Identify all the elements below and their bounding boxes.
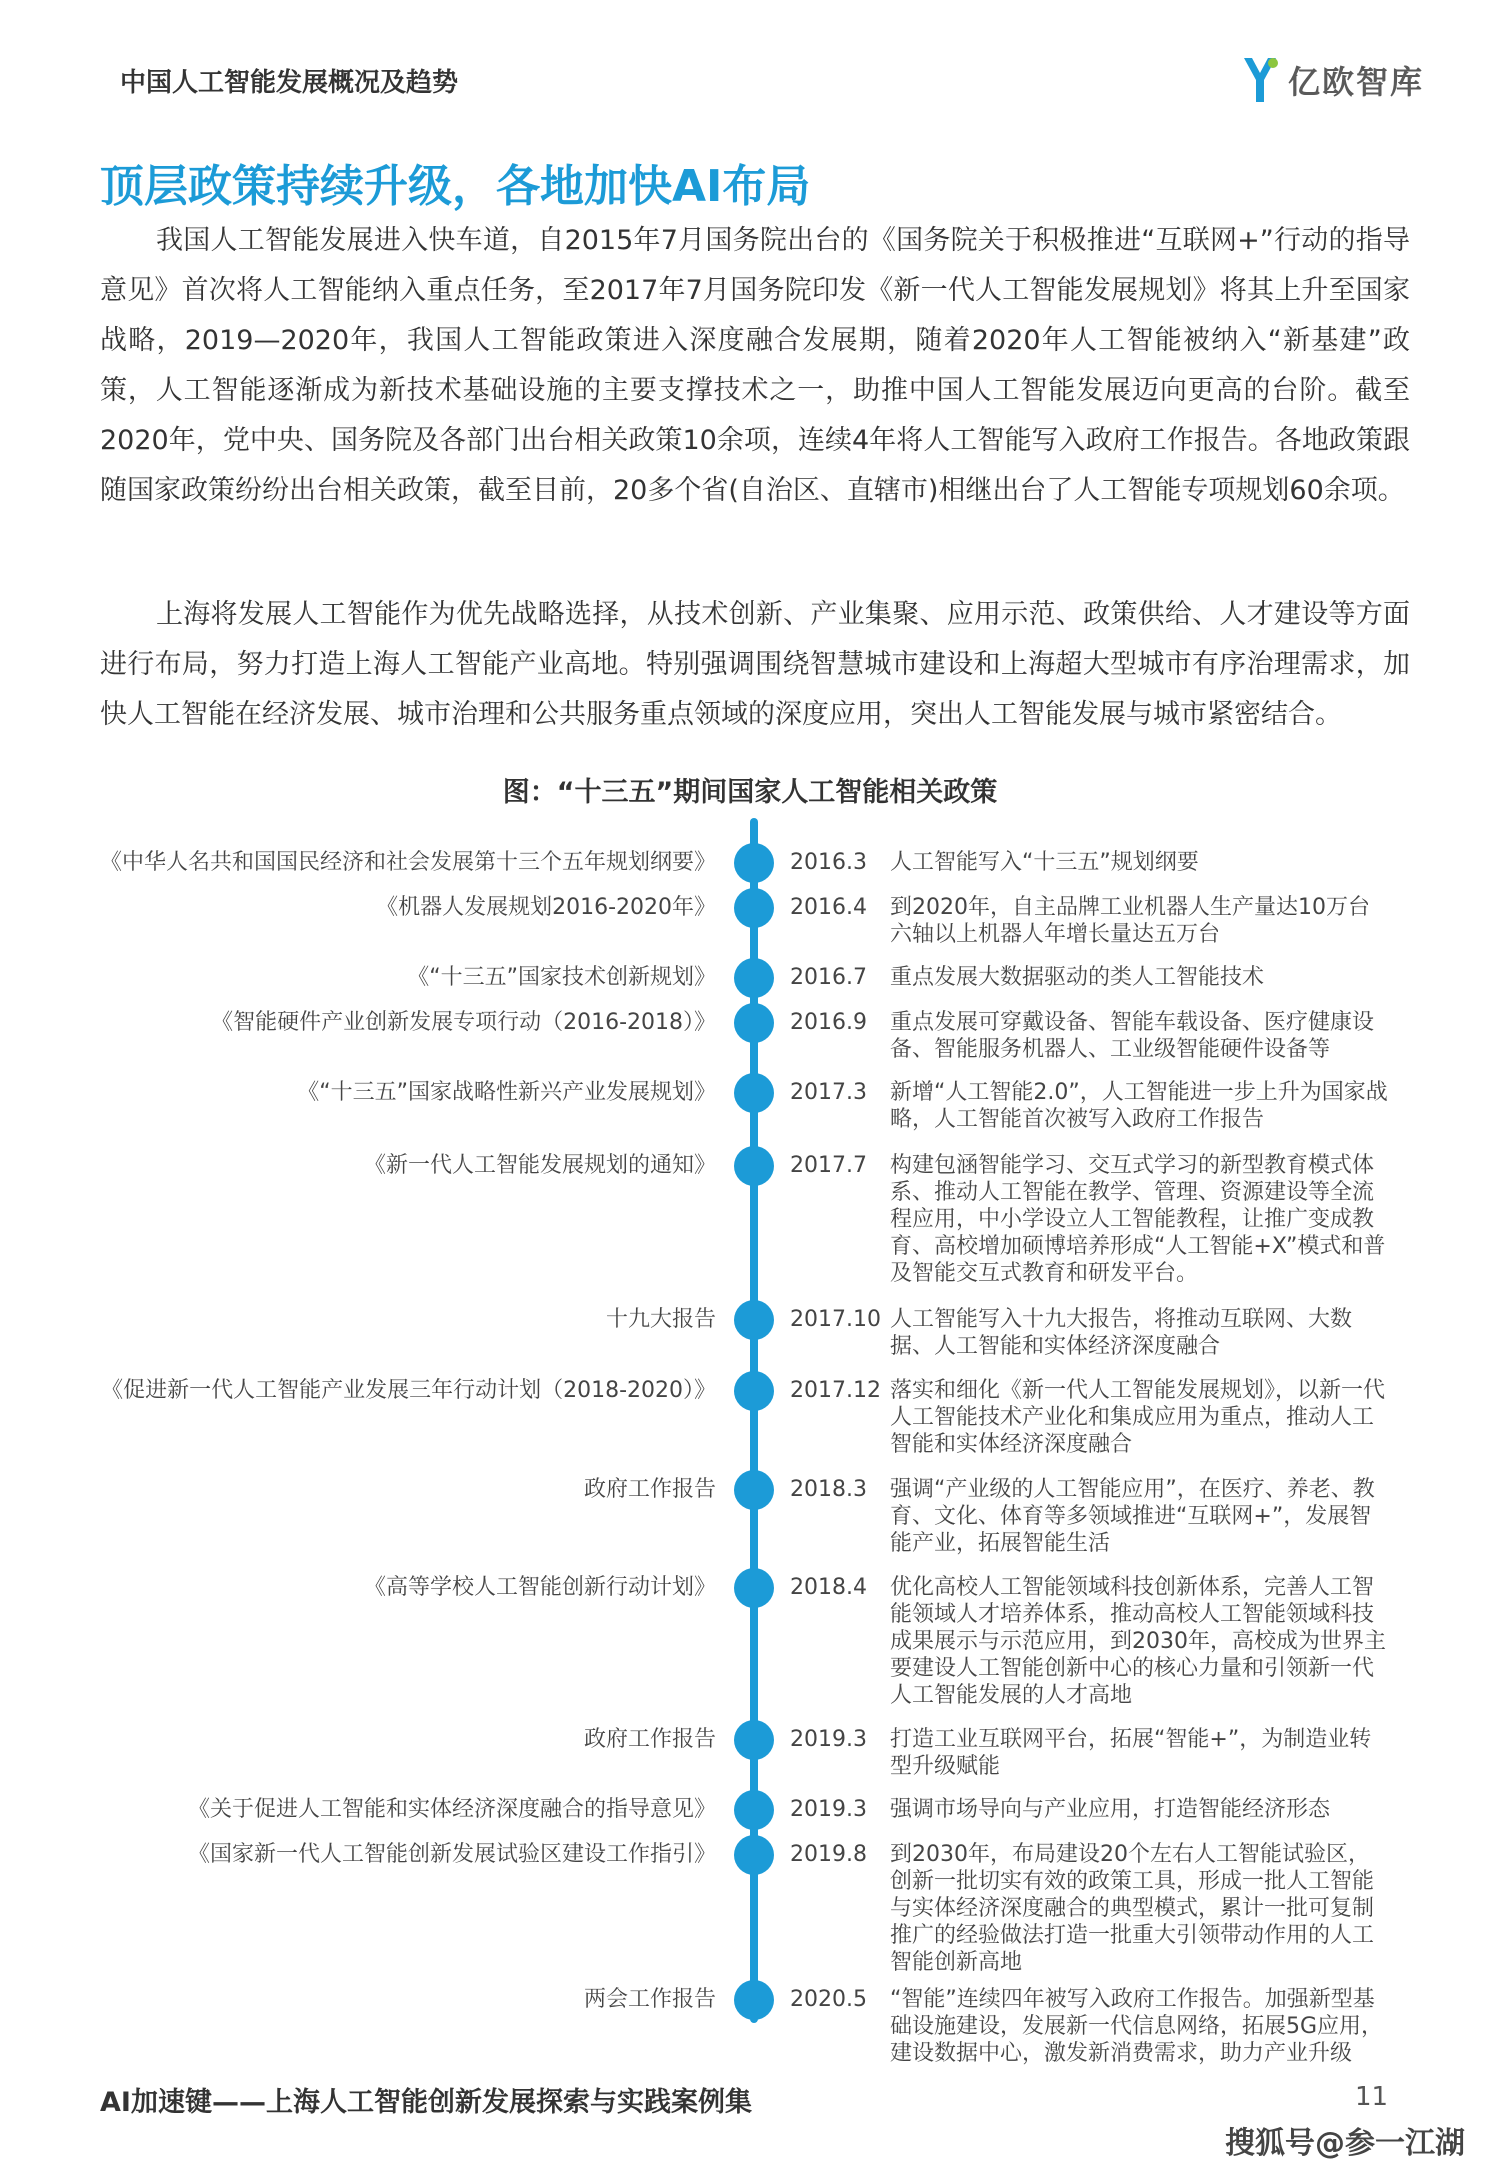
event-policy-doc: 《中华人名共和国国民经济和社会发展第十三个五年规划纲要》 [99, 850, 716, 875]
event-date: 2016.4 [790, 895, 867, 920]
timeline-dot [734, 1146, 774, 1186]
page-number: 11 [1355, 2082, 1389, 2112]
event-description: 重点发展可穿戴设备、智能车载设备、医疗健康设备、智能服务机器人、工业级智能硬件设备等 [890, 1010, 1375, 1062]
paragraph-2: 上海将发展人工智能作为优先战略选择，从技术创新、产业集聚、应用示范、政策供给、人才建设等方面进行布局，努力打造上海人工智能产业高地。特别强调围绕智慧城市建设和上海超大型城市有序治理需求，加快人工智能在经济发展、城市治理和公共服务重点领域的深度应用，突出人工智能发展与城市紧密结合。 [100, 599, 1410, 730]
event-date: 2020.5 [790, 1987, 867, 2012]
timeline-dot [734, 1003, 774, 1043]
event-date: 2017.12 [790, 1378, 881, 1403]
event-policy-doc: 《“十三五”国家战略性新兴产业发展规划》 [297, 1080, 716, 1105]
event-date: 2018.3 [790, 1477, 867, 1502]
event-description: 强调市场导向与产业应用，打造智能经济形态 [890, 1797, 1331, 1822]
event-policy-doc: 《“十三五”国家技术创新规划》 [407, 965, 716, 990]
event-date: 2019.3 [790, 1797, 867, 1822]
timeline-dot [734, 1371, 774, 1411]
event-policy-doc: 《机器人发展规划2016-2020年》 [376, 895, 716, 920]
event-description: 到2020年，自主品牌工业机器人生产量达10万台六轴以上机器人年增长量达五万台 [890, 895, 1370, 947]
event-policy-doc: 《关于促进人工智能和实体经济深度融合的指导意见》 [187, 1797, 716, 1822]
event-policy-doc: 《新一代人工智能发展规划的通知》 [363, 1153, 716, 1178]
event-policy-doc: 政府工作报告 [583, 1727, 716, 1752]
event-date: 2019.8 [790, 1842, 867, 1867]
event-date: 2018.4 [790, 1575, 867, 1600]
event-description: 新增“人工智能2.0”，人工智能进一步上升为国家战略，人工智能首次被写入政府工作报告 [890, 1080, 1388, 1132]
event-description: 到2030年，布局建设20个左右人工智能试验区，创新一批切实有效的政策工具，形成一批人工智能与实体经济深度融合的典型模式，累计一批可复制推广的经验做法打造一批重大引领带动作用的人工智能创新高地 [890, 1842, 1375, 1975]
event-policy-doc: 十九大报告 [605, 1307, 716, 1332]
event-policy-doc: 政府工作报告 [583, 1477, 716, 1502]
logo-text: 亿欧智库 [1288, 63, 1425, 101]
timeline-dot [734, 1980, 774, 2020]
timeline-dot [734, 1568, 774, 1608]
timeline-dot [734, 1300, 774, 1340]
watermark-text: 搜狐号@参一江湖 [1225, 2126, 1465, 2161]
footer-title: AI加速键——上海人工智能创新发展探索与实践案例集 [100, 2087, 752, 2118]
document-header-title: 中国人工智能发展概况及趋势 [120, 68, 459, 98]
event-date: 2017.3 [790, 1080, 867, 1105]
event-date: 2019.3 [790, 1727, 867, 1752]
event-description: 人工智能写入十九大报告，将推动互联网、大数据、人工智能和实体经济深度融合 [890, 1307, 1353, 1359]
brand-logo [1240, 50, 1424, 110]
paragraph-1: 我国人工智能发展进入快车道，自2015年7月国务院出台的《国务院关于积极推进“互联网+”行动的指导意见》首次将人工智能纳入重点任务，至2017年7月国务院印发《新一代人工智能发展规划》将其上升至国家战略，2019—2020年，我国人工智能政策进入深度融合发展期，随着2020年人工智能被纳入“新基建”政策，人工智能逐渐成为新技术基础设施的主要支撑技术之一，助推中国人工智能发展迈向更高的台阶。截至2020年，党中央、国务院及各部门出台相关政策10余项，连续4年将人工智能写入政府工作报告。各地政策跟随国家政策纷纷出台相关政策，截至目前，20多个省(自治区、直辖市)相继出台了人工智能专项规划60余项。 [100, 225, 1410, 506]
event-description: 优化高校人工智能领域科技创新体系，完善人工智能领域人才培养体系，推动高校人工智能领域科技成果展示与示范应用，到2030年，高校成为世界主要建设人工智能创新中心的核心力量和引领新一代人工智能发展的人才高地 [890, 1575, 1386, 1708]
event-date: 2016.3 [790, 850, 867, 875]
timeline-dot [734, 843, 774, 883]
event-policy-doc: 《促进新一代人工智能产业发展三年行动计划（2018-2020）》 [101, 1378, 716, 1403]
event-date: 2016.7 [790, 965, 867, 990]
timeline-dot [734, 1790, 774, 1830]
event-description: 打造工业互联网平台，拓展“智能+”，为制造业转型升级赋能 [890, 1727, 1372, 1779]
timeline-dot [734, 1073, 774, 1113]
timeline-dot [734, 888, 774, 928]
event-date: 2016.9 [790, 1010, 867, 1035]
figure-title: 图：“十三五”期间国家人工智能相关政策 [502, 777, 998, 808]
event-policy-doc: 《智能硬件产业创新发展专项行动（2016-2018）》 [211, 1010, 716, 1035]
timeline-dot [734, 1835, 774, 1875]
event-policy-doc: 两会工作报告 [583, 1987, 716, 2012]
logo-icon [1240, 54, 1280, 106]
event-policy-doc: 《高等学校人工智能创新行动计划》 [363, 1575, 716, 1600]
event-description: 落实和细化《新一代人工智能发展规划》，以新一代人工智能技术产业化和集成应用为重点，推动人工智能和实体经济深度融合 [890, 1378, 1386, 1457]
event-description: 人工智能写入“十三五”规划纲要 [890, 850, 1199, 875]
event-policy-doc: 《国家新一代人工智能创新发展试验区建设工作指引》 [187, 1842, 716, 1867]
timeline-dot [734, 1470, 774, 1510]
event-date: 2017.10 [790, 1307, 881, 1332]
event-description: “智能”连续四年被写入政府工作报告。加强新型基础设施建设，发展新一代信息网络，拓展5G应用，建设数据中心，激发新消费需求，助力产业升级 [890, 1987, 1384, 2066]
timeline-dot [734, 1720, 774, 1760]
event-date: 2017.7 [790, 1153, 867, 1178]
timeline-dot [734, 958, 774, 998]
section-title: 顶层政策持续升级，各地加快AI布局 [100, 161, 811, 212]
event-description: 构建包涵智能学习、交互式学习的新型教育模式体系、推动人工智能在教学、管理、资源建设等全流程应用，中小学设立人工智能教程，让推广变成教育、高校增加硕博培养形成“人工智能+X”模式和普及智能交互式教育和研发平台。 [890, 1153, 1386, 1286]
event-description: 强调“产业级的人工智能应用”，在医疗、养老、教育、文化、体育等多领域推进“互联网+”，发展智能产业，拓展智能生活 [890, 1477, 1375, 1556]
event-description: 重点发展大数据驱动的类人工智能技术 [890, 965, 1265, 990]
